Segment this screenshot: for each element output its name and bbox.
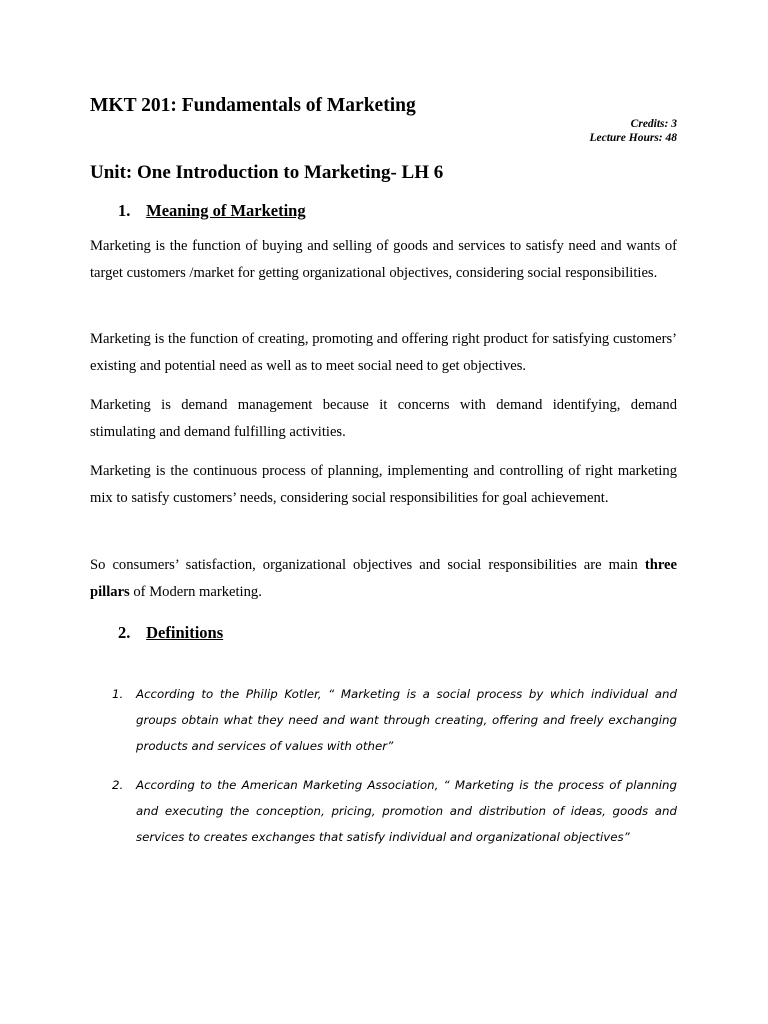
section-heading-definitions — [118, 623, 223, 643]
course-meta — [589, 117, 677, 145]
unit-heading: Unit: One Introduction to Marketing- LH 6 — [90, 162, 444, 183]
paragraph: Marketing is the continuous process of planning, implementing and controlling of right marketing mix to satisfy customers’ needs, considering social responsibilities for goal achievement. — [90, 463, 677, 506]
section-label: Meaning of Marketing — [146, 201, 306, 220]
paragraph: Marketing is demand management because it concerns with demand identifying, demand stimulating and demand fulfilling activities. — [90, 397, 677, 440]
credits-text: Credits: 3 — [630, 118, 677, 130]
paragraph: Marketing is the function of creating, promoting and offering right product for satisfying customers’ existing and potential need as well as to meet social need to get objectives. — [90, 331, 677, 374]
definition-text: According to the Philip Kotler, “ Marketing is a social process by which individual and groups obtain what they need and want through creating, offering and freely exchanging products and services of values with other” — [136, 687, 677, 753]
summary-text: So consumers’ satisfaction, organizational objectives and social responsibilities are main — [90, 557, 645, 573]
summary-paragraph — [90, 552, 677, 605]
definition-number: 1. — [112, 687, 124, 701]
definition-text: According to the American Marketing Association, “ Marketing is the process of planning and executing the conception, pricing, promotion and distribution of ideas, goods and services to creates exchanges that satisfy individual and organizational objectives” — [136, 778, 677, 844]
section-heading-meaning — [118, 201, 306, 221]
definition-item — [90, 772, 677, 850]
definition-number: 2. — [112, 778, 124, 792]
summary-text-end: of Modern marketing. — [129, 583, 262, 600]
section-label: Definitions — [146, 623, 224, 642]
section-number: 2. — [118, 623, 131, 642]
paragraph: Marketing is the function of buying and selling of goods and services to satisfy need and wants of target customers /market for getting organizational objectives, considering social responsibilities. — [90, 238, 677, 281]
section-number: 1. — [118, 201, 131, 220]
summary-bold-text: three pillars — [90, 557, 677, 600]
definition-item — [90, 681, 677, 759]
course-title: MKT 201: Fundamentals of Marketing — [90, 95, 416, 116]
lecture-hours-text: Lecture Hours: 48 — [589, 132, 677, 144]
